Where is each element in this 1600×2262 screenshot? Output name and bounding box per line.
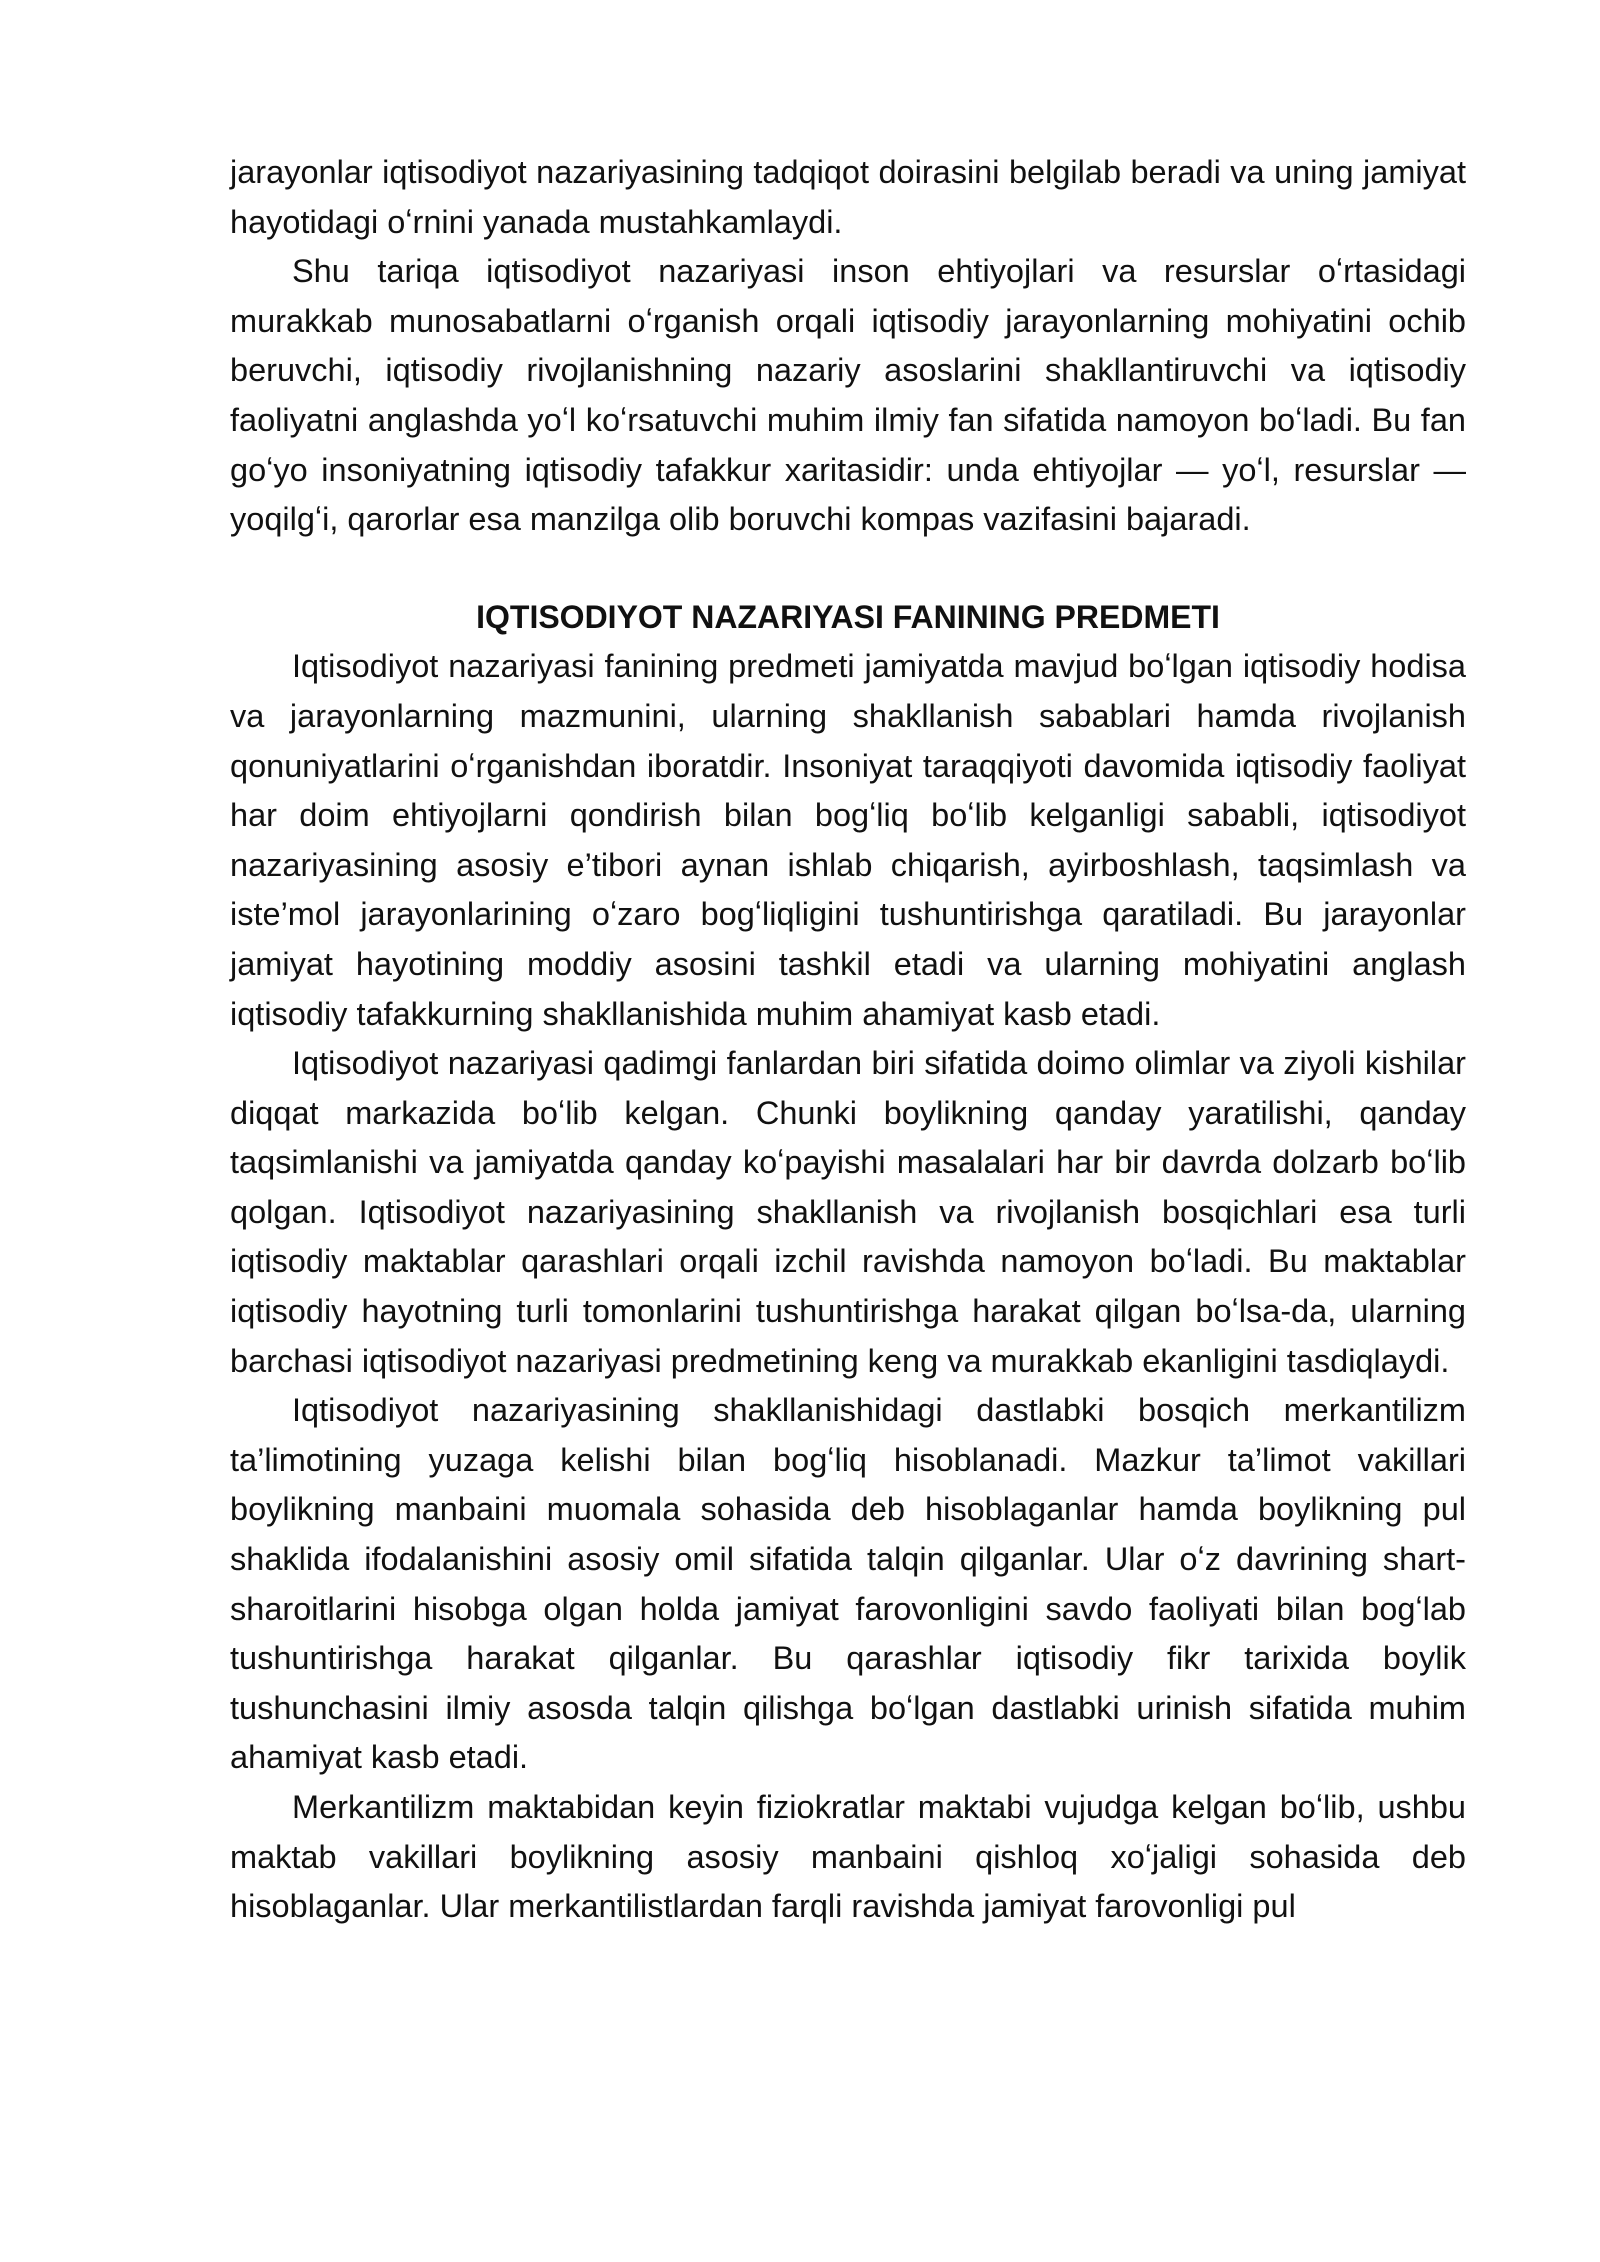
- document-page: [230, 148, 1466, 1932]
- body-paragraph-1: Iqtisodiyot nazariyasi fanining predmeti jamiyatda mavjud boʻlgan iqtisodiy hodisa va jarayonlarning mazmunini, ularning shakllanish sabablari hamda rivojlanish qonuniyatlarini oʻrganishdan iboratdir. Insoniyat taraqqiyoti davomida iqtisodiy faoliyat har doim ehtiyojlarni qondirish bilan bogʻliq boʻlib kelganligi sababli, iqtisodiyot nazariyasining asosiy e’tibori aynan ishlab chiqarish, ayirboshlash, taqsimlash va iste’mol jarayonlarining oʻzaro bogʻliqligini tushuntirishga qaratiladi. Bu jarayonlar jamiyat hayotining moddiy asosini tashkil etadi va ularning mohiyatini anglash iqtisodiy tafakkurning shakllanishida muhim ahamiyat kasb etadi.: [230, 648, 1466, 1032]
- intro-fragment-paragraph: jarayonlar iqtisodiyot nazariyasining tadqiqot doirasini belgilab beradi va uning jamiyat hayotidagi oʻrnini yanada mustahkamlaydi.: [230, 154, 1466, 240]
- body-paragraph-2: Iqtisodiyot nazariyasi qadimgi fanlardan biri sifatida doimo olimlar va ziyoli kishilar diqqat markazida boʻlib kelgan. Chunki boylikning qanday yaratilishi, qanday taqsimlanishi va jamiyatda qanday koʻpayishi masalalari har bir davrda dolzarb boʻlib qolgan. Iqtisodiyot nazariyasining shakllanish va rivojlanish bosqichlari esa turli iqtisodiy maktablar qarashlari orqali izchil ravishda namoyon boʻladi. Bu maktablar iqtisodiy hayotning turli tomonlarini tushuntirishga harakat qilgan boʻlsa-da, ularning barchasi iqtisodiyot nazariyasi predmetining keng va murakkab ekanligini tasdiqlaydi.: [230, 1045, 1466, 1379]
- body-paragraph-4: Merkantilizm maktabidan keyin fiziokratlar maktabi vujudga kelgan boʻlib, ushbu maktab vakillari boylikning asosiy manbaini qishloq xoʻjaligi sohasida deb hisoblaganlar. Ular merkantilistlardan farqli ravishda jamiyat farovonligi pul: [230, 1789, 1466, 1925]
- intro-paragraph: Shu tariqa iqtisodiyot nazariyasi inson ehtiyojlari va resurslar oʻrtasidagi murakkab munosabatlarni oʻrganish orqali iqtisodiy jarayonlarning mohiyatini ochib beruvchi, iqtisodiy rivojlanishning nazariy asoslarini shakllantiruvchi va iqtisodiy faoliyatni anglashda yoʻl koʻrsatuvchi muhim ilmiy fan sifatida namoyon boʻladi. Bu fan goʻyo insoniyatning iqtisodiy tafakkur xaritasidir: unda ehtiyojlar — yoʻl, resurslar — yoqilgʻi, qarorlar esa manzilga olib boruvchi kompas vazifasini bajaradi.: [230, 253, 1466, 538]
- section-heading: IQTISODIYOT NAZARIYASI FANINING PREDMETI: [476, 598, 1220, 635]
- body-paragraph-3: Iqtisodiyot nazariyasining shakllanishidagi dastlabki bosqich merkantilizm ta’limotining yuzaga kelishi bilan bogʻliq hisoblanadi. Mazkur ta’limot vakillari boylikning manbaini muomala sohasida deb hisoblaganlar hamda boylikning pul shaklida ifodalanishini asosiy omil sifatida talqin qilganlar. Ular oʻz davrining shart-sharoitlarini hisobga olgan holda jamiyat farovonligini savdo faoliyati bilan bogʻlab tushuntirishga harakat qilganlar. Bu qarashlar iqtisodiy fikr tarixida boylik tushunchasini ilmiy asosda talqin qilishga boʻlgan dastlabki urinish sifatida muhim ahamiyat kasb etadi.: [230, 1392, 1466, 1776]
